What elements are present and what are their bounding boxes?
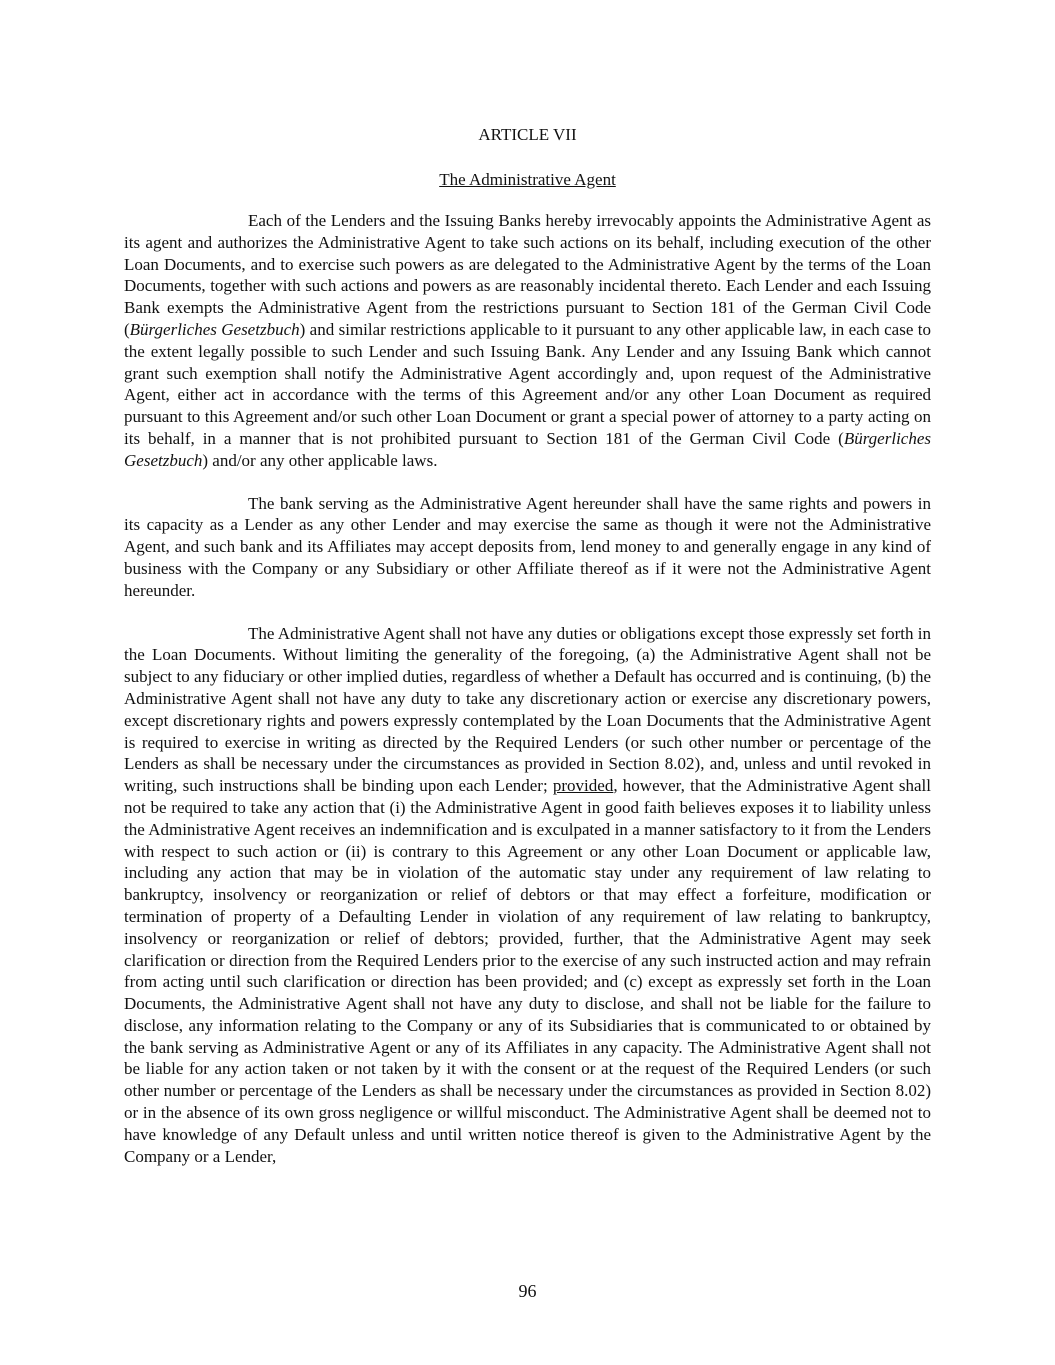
paragraph-text: ) and similar restrictions applicable to it pursuant to any other applicable law, in each case to the extent legally possible to such Lender and such Issuing Bank. Any Lender and any Issuing Bank which cannot grant such exemption shall notify the Administrative Agent accordingly and, upon request of the Administrative Agent, either act in accordance with the terms of this Agreement and/or any other Loan Document as required pursuant to this Agreement and/or such other Loan Document or grant a special power of attorney to a party acting on its behalf, in a manner that is not prohibited pursuant to Section 181 of the German Civil Code (: [124, 319, 931, 448]
paragraph-duties: [124, 623, 931, 1168]
underlined-term: provided: [552, 776, 614, 796]
page-number: 96: [518, 1281, 537, 1301]
paragraph-rights-as-lender: The bank serving as the Administrative Agent hereunder shall have the same rights and powers in its capacity as a Lender as any other Lender and may exercise the same as though it were not the Administrative Agent, and such bank and its Affiliates may accept deposits from, lend money to and generally engage in any kind of business with the Company or any Subsidiary or other Affiliate thereof as if it were not the Administrative Agent hereunder.: [124, 493, 931, 600]
paragraph-appointment: [124, 210, 931, 472]
document-page: [124, 124, 931, 1167]
paragraph-text: The Administrative Agent shall not have any duties or obligations except those expressly set forth in the Loan Documents. Without limiting the generality of the foregoing, (a) the Administrative Agent shall not be subject to any fiduciary or other implied duties, regardless of whether a Default has occurred and is continuing, (b) the Administrative Agent shall not have any duty to take any discretionary action or exercise any discretionary powers, except discretionary rights and powers expressly contemplated by the Loan Documents that the Administrative Agent is required to exercise in writing as directed by the Required Lenders (or such other number or percentage of the Lenders as shall be necessary under the circumstances as provided in Section 8.02), and, unless and until revoked in writing, such instructions shall be binding upon each Lender;: [124, 623, 931, 796]
italic-term: Bürgerliches Gesetzbuch: [129, 319, 300, 339]
article-heading: ARTICLE VII: [478, 125, 577, 144]
paragraph-text: Each of the Lenders and the Issuing Banks hereby irrevocably appoints the Administrative Agent as its agent and authorizes the Administrative Agent to take such actions on its behalf, including execution of the other Loan Documents, and to exercise such powers as are delegated to the Administrative Agent by the terms of the Loan Documents, together with such actions and powers as are reasonably incidental thereto. Each Lender and each Issuing Bank exempts the Administrative Agent from the restrictions pursuant to Section 181 of the German Civil Code (: [124, 211, 931, 339]
article-title: The Administrative Agent: [439, 170, 616, 189]
paragraph-text: , however, that the Administrative Agent shall not be required to take any action that (i) the Administrative Agent in good faith believes exposes it to liability unless the Administrative Agent receives an indemnification and is exculpated in a manner satisfactory to it from the Lenders with respect to such action or (ii) is contrary to this Agreement or any other Loan Document or applicable law, including any action that may be in violation of the automatic stay under any requirement of law relating to bankruptcy, insolvency or reorganization or relief of debtors or that may effect a forfeiture, modification or termination of property of a Defaulting Lender in violation of any requirement of law relating to bankruptcy, insolvency or reorganization or relief of debtors; provided, further, that the Administrative Agent may seek clarification or direction from the Required Lenders prior to the exercise of any such instructed action and may refrain from acting until such clarification or direction has been provided; and (c) except as expressly set forth in the Loan Documents, the Administrative Agent shall not have any duty to disclose, and shall not be liable for the failure to disclose, any information relating to the Company or any of its Subsidiaries that is communicated to or obtained by the bank serving as Administrative Agent or any of its Affiliates in any capacity. The Administrative Agent shall not be liable for any action taken or not taken by it with the consent or at the request of the Required Lenders (or such other number or percentage of the Lenders as shall be necessary under the circumstances as provided in Section 8.02) or in the absence of its own gross negligence or willful misconduct. The Administrative Agent shall be deemed not to have knowledge of any Default unless and until written notice thereof is given to the Administrative Agent by the Company or a Lender,: [124, 776, 931, 1166]
paragraph-text: ) and/or any other applicable laws.: [202, 450, 438, 470]
italic-term: Bürgerliches Gesetzbuch: [124, 428, 931, 470]
